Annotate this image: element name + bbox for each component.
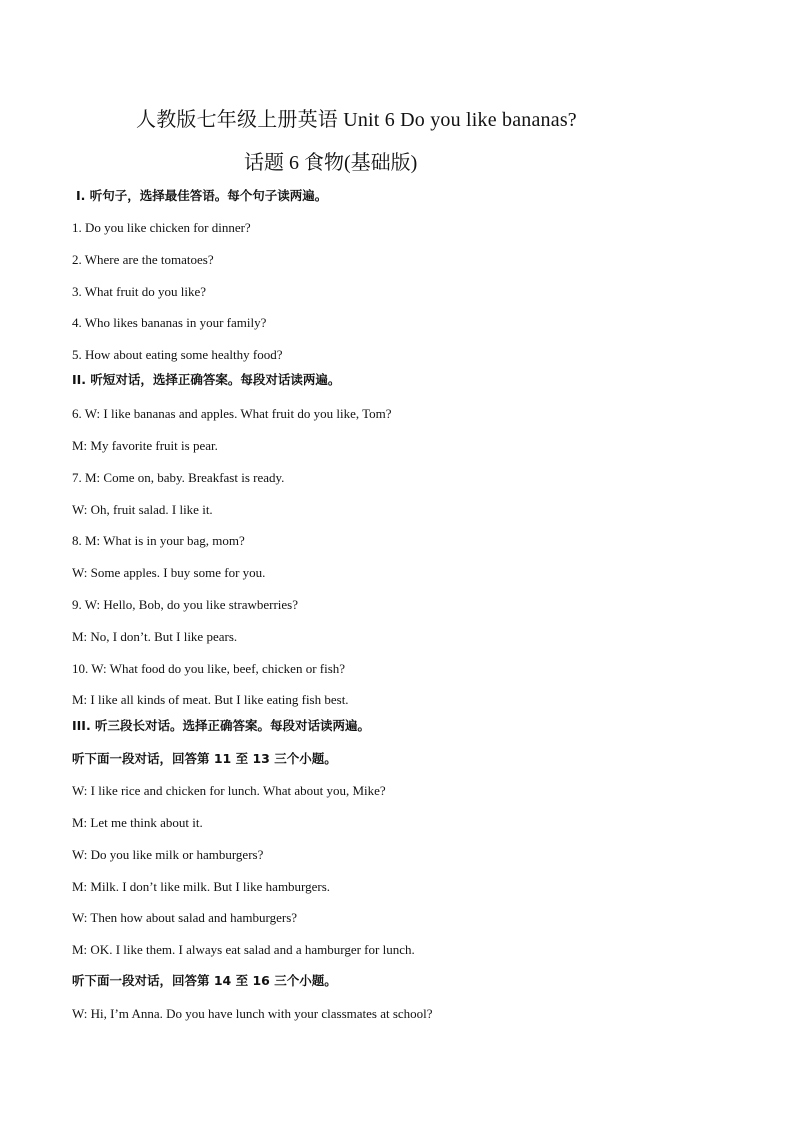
dialogue-line: 8. M: What is in your bag, mom? [72, 533, 245, 548]
dialogue-line: 7. M: Come on, baby. Breakfast is ready. [72, 470, 285, 485]
dialogue-line: M: My favorite fruit is pear. [72, 438, 218, 453]
dialogue-line: 10. W: What food do you like, beef, chicken or fish? [72, 661, 346, 676]
question-line: 5. How about eating some healthy food? [72, 347, 283, 362]
dialogue-line: W: Some apples. I buy some for you. [72, 565, 266, 580]
question-line: 3. What fruit do you like? [72, 284, 207, 299]
section-3-sub-heading-2: 听下面一段对话，回答第 14 至 16 三个小题。 [72, 973, 337, 988]
section-2-heading: II. 听短对话，选择正确答案。每段对话读两遍。 [72, 372, 341, 387]
dialogue-line: W: I like rice and chicken for lunch. What about you, Mike? [72, 783, 386, 798]
question-line: 1. Do you like chicken for dinner? [72, 220, 251, 235]
dialogue-line: M: I like all kinds of meat. But I like eating fish best. [72, 692, 349, 707]
dialogue-line: M: Let me think about it. [72, 815, 203, 830]
dialogue-line: M: Milk. I don’t like milk. But I like hamburgers. [72, 879, 331, 894]
dialogue-line: 9. W: Hello, Bob, do you like strawberries? [72, 597, 299, 612]
page-subtitle: 话题 6 食物(基础版) [244, 152, 418, 174]
dialogue-line: 6. W: I like bananas and apples. What fruit do you like, Tom? [72, 406, 392, 421]
page-title: 人教版七年级上册英语 Unit 6 Do you like bananas? [136, 109, 577, 131]
section-1-heading: Ⅰ. 听句子，选择最佳答语。每个句子读两遍。 [76, 188, 328, 203]
dialogue-line: W: Hi, I’m Anna. Do you have lunch with your classmates at school? [72, 1006, 433, 1021]
dialogue-line: M: No, I don’t. But I like pears. [72, 629, 238, 644]
dialogue-line: W: Do you like milk or hamburgers? [72, 847, 264, 862]
dialogue-line: W: Oh, fruit salad. I like it. [72, 502, 213, 517]
section-3-sub-heading-1: 听下面一段对话，回答第 11 至 13 三个小题。 [72, 751, 337, 766]
question-line: 2. Where are the tomatoes? [72, 252, 214, 267]
question-line: 4. Who likes bananas in your family? [72, 315, 267, 330]
dialogue-line: W: Then how about salad and hamburgers? [72, 910, 298, 925]
section-3-heading: III. 听三段长对话。选择正确答案。每段对话读两遍。 [72, 718, 371, 733]
dialogue-line: M: OK. I like them. I always eat salad and a hamburger for lunch. [72, 942, 415, 957]
